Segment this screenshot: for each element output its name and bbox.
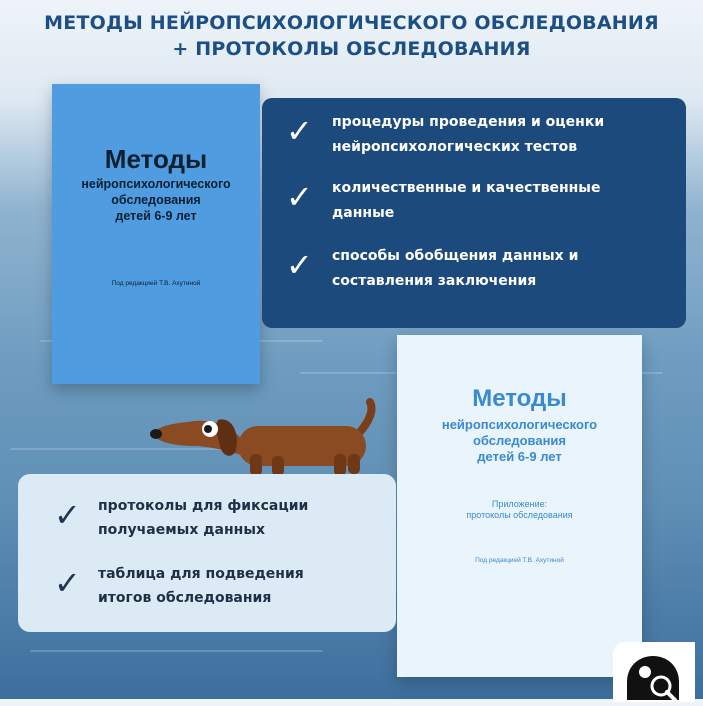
features-panel-bottom (18, 474, 396, 632)
feature-text-line: процедуры проведения и оценки (332, 114, 605, 130)
book-title: Методы (104, 144, 208, 174)
book-subtitle-line: детей 6-9 лет (115, 209, 197, 223)
features-panel-top (262, 98, 686, 328)
feature-text-line: количественные и качественные (332, 180, 601, 196)
book-subtitle-line: нейропсихологического (441, 417, 598, 432)
feature-text-line: протоколы для фиксации (98, 498, 309, 514)
book-subtitle-line: обследования (111, 193, 201, 207)
feature-text-line: составления заключения (332, 273, 537, 289)
checkmark-icon: ✓ (286, 246, 313, 284)
feature-text-line: итогов обследования (98, 590, 272, 606)
checkmark-icon: ✓ (54, 564, 81, 602)
book-appendix-line: Приложение: (491, 499, 548, 509)
page-title-line-1: МЕТОДЫ НЕЙРОПСИХОЛОГИЧЕСКОГО ОБСЛЕДОВАНИЯ (44, 12, 659, 34)
book-editor: Под редакцией Т.В. Ахутиной (475, 557, 564, 564)
feature-text (332, 176, 676, 226)
book-editor: Под редакцией Т.В. Ахутиной (111, 280, 201, 287)
page-title (0, 10, 703, 62)
feature-text (332, 244, 676, 294)
feature-text-line: данные (332, 205, 395, 221)
book-appendix-note (397, 499, 642, 521)
feature-text (98, 494, 386, 542)
feature-text (98, 562, 386, 610)
book-subtitle-line: нейропсихологического (81, 177, 231, 191)
book-subtitle-line: обследования (472, 433, 567, 448)
feature-text-line: способы обобщения данных и (332, 248, 579, 264)
book-cover-appendix (397, 335, 642, 677)
feature-text-line: получаемых данных (98, 522, 266, 538)
checkmark-icon: ✓ (286, 178, 313, 216)
book-subtitle (397, 417, 642, 465)
book-appendix-line: протоколы обследования (466, 510, 573, 520)
feature-text (332, 110, 676, 160)
feature-text-line: таблица для подведения (98, 566, 304, 582)
book-subtitle (56, 176, 256, 224)
feature-text-line: нейропсихологических тестов (332, 139, 578, 155)
checkmark-icon: ✓ (54, 496, 81, 534)
checkmark-icon: ✓ (286, 112, 313, 150)
book-cover-main (52, 84, 260, 384)
water-streak (30, 650, 323, 652)
visual-search-button[interactable] (613, 642, 695, 702)
visual-search-icon (613, 642, 695, 702)
book-subtitle-line: детей 6-9 лет (477, 449, 562, 464)
page-title-line-2: + ПРОТОКОЛЫ ОБСЛЕДОВАНИЯ (172, 38, 531, 60)
book-title: Методы (472, 385, 567, 412)
